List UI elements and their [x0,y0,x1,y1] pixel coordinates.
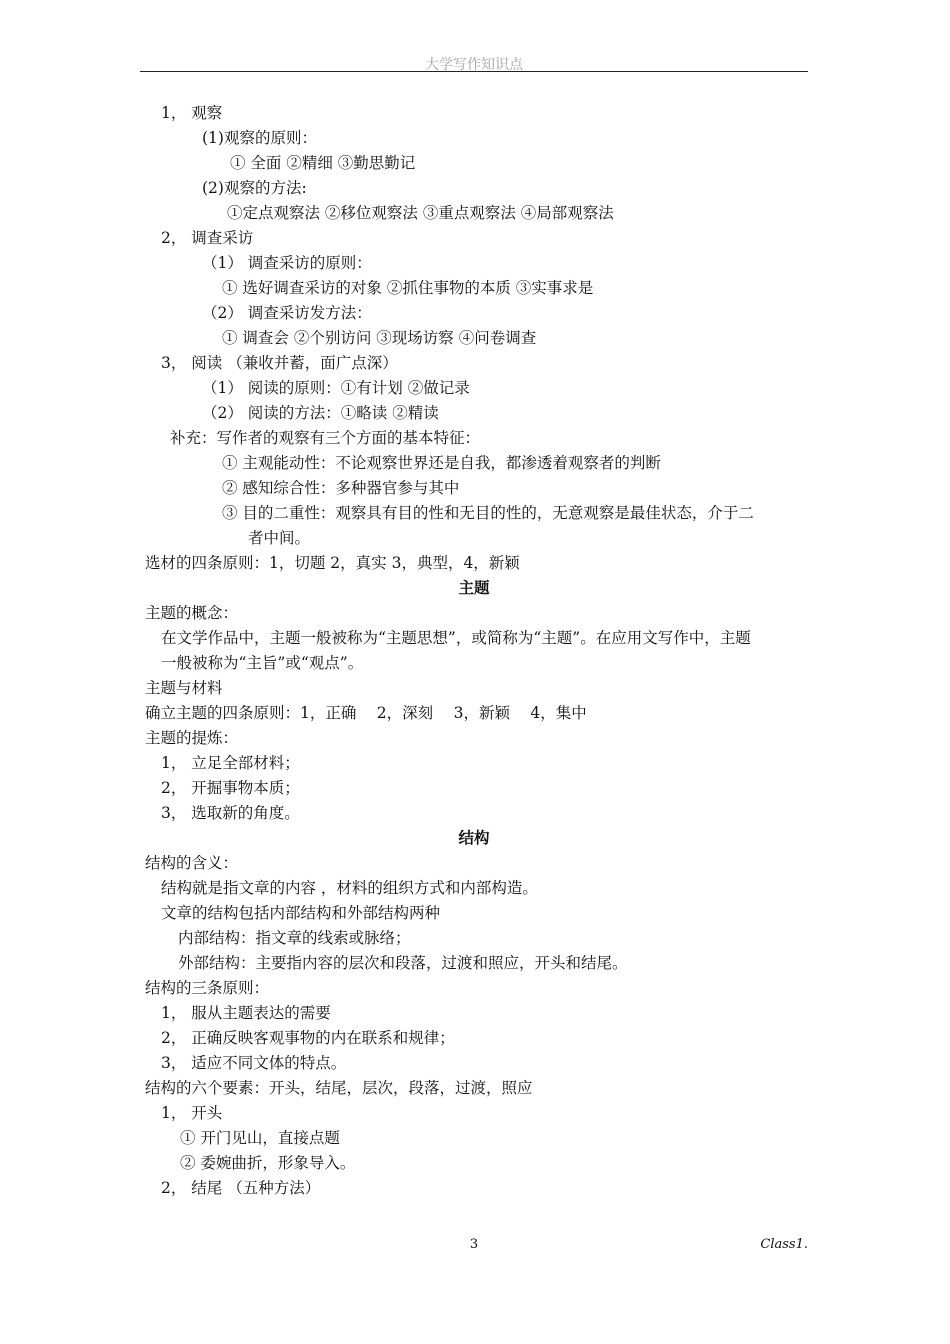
text-line: 结构的含义： [145,854,239,872]
text-line: （2） 调查采访发方法： [202,304,372,322]
text-line: 内部结构：指文章的线索或脉络； [178,929,411,947]
text-line: （1） 调查采访的原则： [202,254,372,272]
text-line: ① 选好调查采访的对象 ②抓住事物的本质 ③实事求是 [222,279,594,297]
text-line: （1） 阅读的原则：①有计划 ②做记录 [202,379,470,397]
text-line: 外部结构：主要指内容的层次和段落，过渡和照应，开头和结尾。 [178,954,628,972]
text-line: 确立主题的四条原则：1，正确 2，深刻 3，新颖 4，集中 [145,704,587,722]
text-line: 结构就是指文章的内容 ，材料的组织方式和内部构造。 [161,879,538,897]
text-line: 选材的四条原则：1，切题 2，真实 3，典型，4，新颖 [145,554,520,572]
page-number: 3 [469,1237,479,1252]
text-line: 在文学作品中，主题一般被称为“主题思想”，或简称为“主题”。在应用文写作中，主题 [161,629,751,647]
section-heading-theme: 主题 [458,579,490,597]
text-line: 2， 结尾 （五种方法） [161,1179,321,1197]
text-line: ③ 目的二重性：观察具有目的性和无目的性的，无意观察是最佳状态，介于二 [222,504,754,522]
text-line: 一般被称为“主旨”或“观点”。 [161,654,364,672]
text-line: 文章的结构包括内部结构和外部结构两种 [161,904,441,922]
text-line: 2， 开掘事物本质； [161,779,300,797]
text-line: 结构的六个要素：开头，结尾，层次，段落，过渡，照应 [145,1079,533,1097]
text-line: 者中间。 [248,529,311,547]
text-line: ① 全面 ②精细 ③勤思勤记 [230,154,416,172]
text-line: 3， 阅读 （兼收并蓄，面广点深） [161,354,398,372]
text-line: 主题的概念： [145,604,239,622]
text-line: 3， 选取新的角度。 [161,804,300,822]
text-line: ② 感知综合性：多种器官参与其中 [222,479,460,497]
header-rule [140,71,808,72]
text-line: 1， 观察 [161,104,223,122]
text-line: 3， 适应不同文体的特点。 [161,1054,347,1072]
text-line: 2， 正确反映客观事物的内在联系和规律； [161,1029,455,1047]
text-line: ① 开门见山，直接点题 [180,1129,340,1147]
text-line: 1， 服从主题表达的需要 [161,1004,331,1022]
text-line: ② 委婉曲折，形象导入。 [180,1154,356,1172]
text-line: ① 调查会 ②个别访问 ③现场访察 ④问卷调查 [222,329,537,347]
text-line: (1)观察的原则： [202,129,317,147]
text-line: 2， 调查采访 [161,229,254,247]
text-line: 主题的提炼： [145,729,239,747]
footer-label: Class1. [760,1237,808,1252]
section-heading-structure: 结构 [458,829,490,847]
text-line: 结构的三条原则： [145,979,270,997]
page-header: 大学写作知识点 [425,57,523,73]
text-line: ①定点观察法 ②移位观察法 ③重点观察法 ④局部观察法 [227,204,614,222]
text-line: 主题与材料 [145,679,223,697]
text-line: (2)观察的方法: [202,179,307,197]
text-line: （2） 阅读的方法：①略读 ②精读 [202,404,439,422]
text-line: 1， 立足全部材料； [161,754,300,772]
text-line: ① 主观能动性：不论观察世界还是自我，都渗透着观察者的判断 [222,454,661,472]
text-line: 1， 开头 [161,1104,223,1122]
text-line: 补充：写作者的观察有三个方面的基本特征： [170,429,481,447]
